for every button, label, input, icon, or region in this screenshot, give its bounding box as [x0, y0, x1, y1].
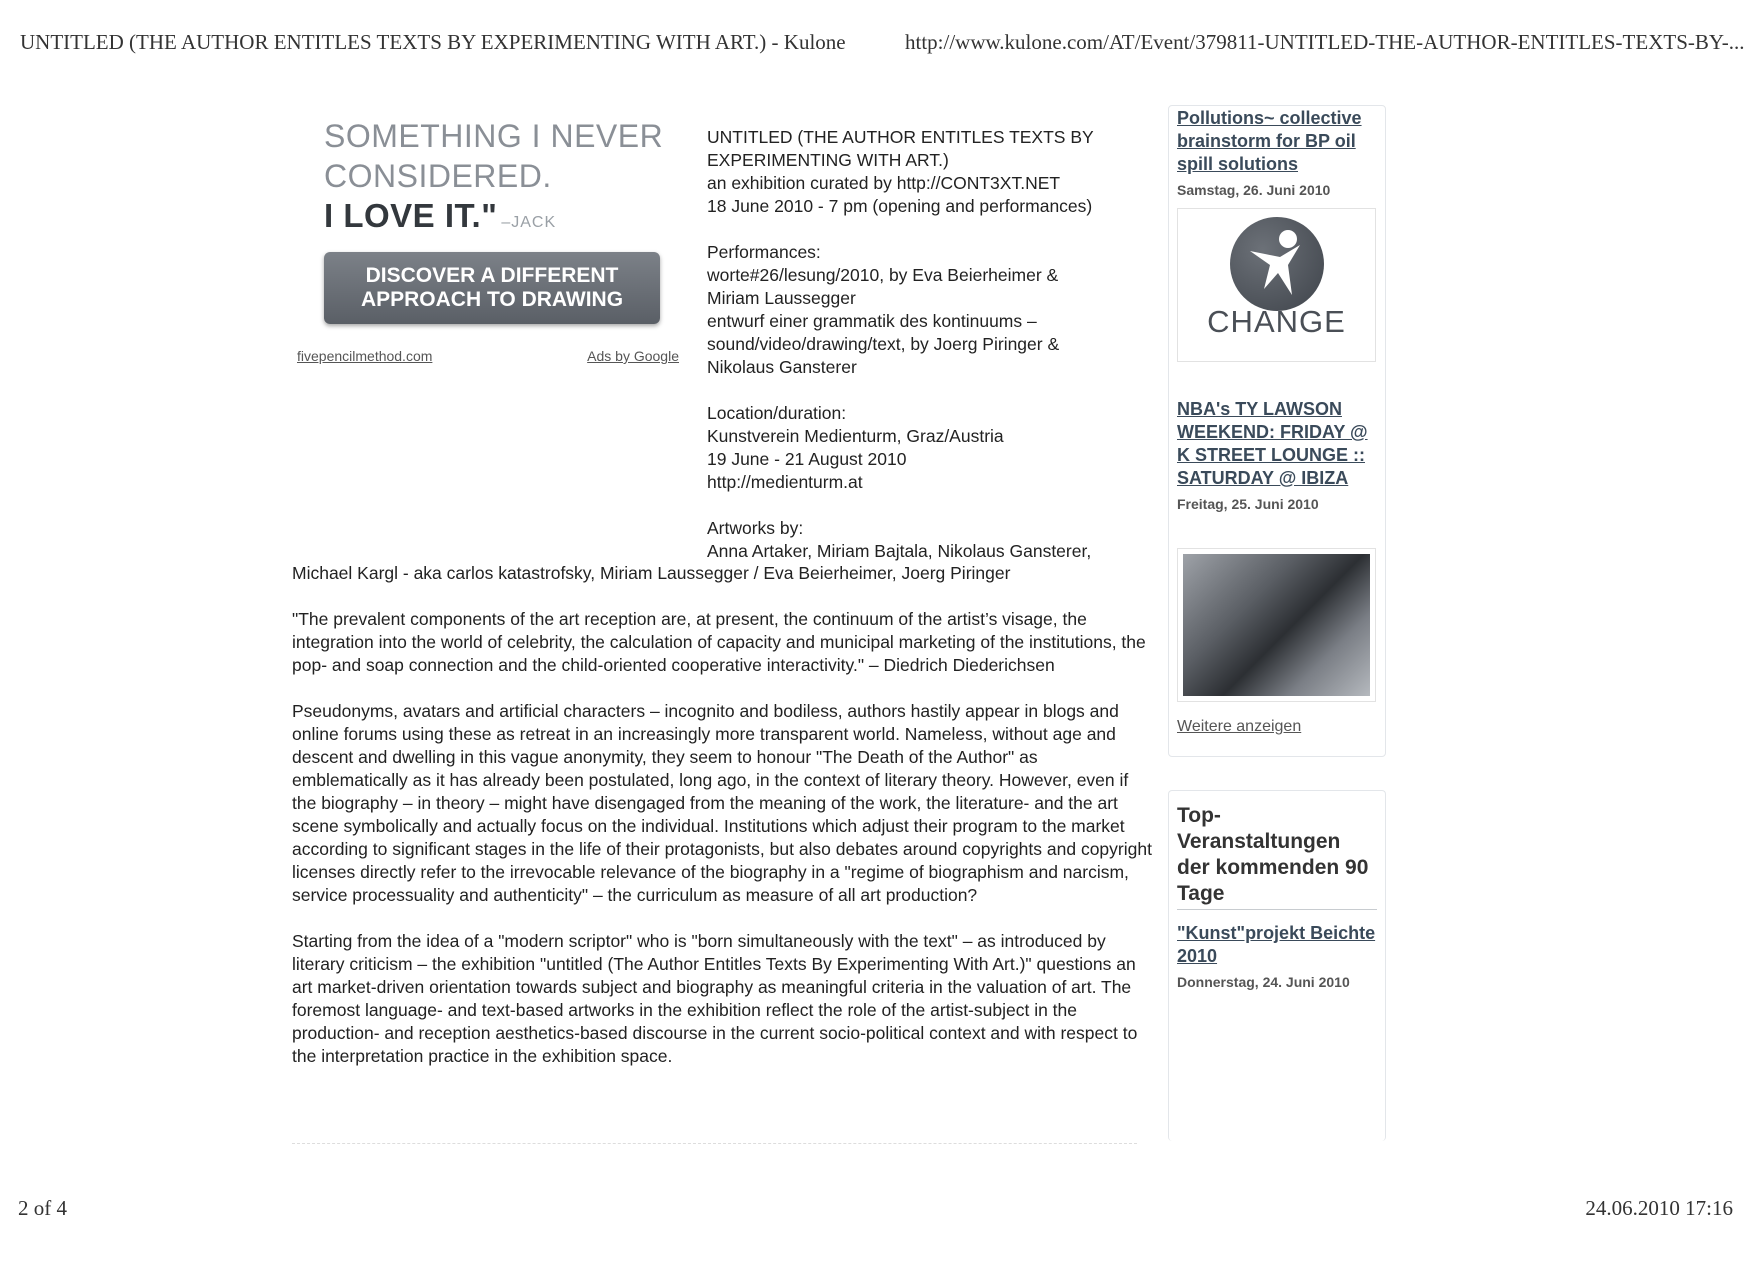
event-thumbnail-basketball[interactable]	[1177, 548, 1376, 702]
ad-quote-emphasis: I LOVE IT."	[324, 197, 498, 234]
ad-quote	[324, 116, 663, 243]
print-header	[20, 30, 1745, 60]
print-footer	[18, 1196, 1733, 1226]
change-logo-text: CHANGE	[1207, 304, 1346, 339]
performances-heading: Performances:	[707, 242, 821, 262]
print-page-url: http://www.kulone.com/AT/Event/379811-UNTITLED-THE-AUTHOR-ENTITLES-TEXTS-BY-...	[905, 30, 1745, 54]
event-description	[292, 608, 1152, 1091]
sidebar-event	[1177, 107, 1377, 198]
location-dates: 19 June - 21 August 2010	[707, 449, 907, 469]
divider	[292, 1143, 1137, 1144]
performance-line: Miriam Laussegger	[707, 288, 856, 308]
location-url: http://medienturm.at	[707, 472, 863, 492]
event-details	[707, 126, 1147, 586]
ad-cta-button[interactable]	[324, 252, 660, 324]
description-paragraph: Pseudonyms, avatars and artificial characters – incognito and bodiless, authors hastily appear in blogs and online forums using these as retreat in an increasingly more transparent world. Nameless, without age and descent and dwelling in this vague anonymity, they seem to honour "The Death of the Author" as emblematically as it has already been postulated, long ago, in the context of literary theory. However, even if the biography – in theory – might have disengaged from the meaning of the work, the literature- and the art scene symbolically and actually focus on the individual. Institutions which adjust their program to the market according to significant stages in the life of their protagonists, but also debates around copyrights and copyright licenses directly refer to the irrevocable relevance of the biography in a "regime of biographism and narcism, service processuality and authenticity" – the curriculum as measure of all art production?	[292, 701, 1152, 905]
artworks-heading: Artworks by:	[707, 518, 804, 538]
artworks-artists-continued: Michael Kargl - aka carlos katastrofsky, Miriam Laussegger / Eva Beierheimer, Joerg Piringer	[292, 563, 1011, 583]
ad-quote-line: CONSIDERED.	[324, 158, 552, 194]
sidebar-event-title-link[interactable]: Pollutions~ collective brainstorm for BP oil spill solutions	[1177, 108, 1362, 174]
sidebar-event	[1177, 922, 1377, 990]
print-datetime: 24.06.2010 17:16	[1585, 1196, 1733, 1220]
performance-line: worte#26/lesung/2010, by Eva Beierheimer &	[707, 265, 1059, 285]
sidebar-event-date: Samstag, 26. Juni 2010	[1177, 182, 1331, 198]
location-venue: Kunstverein Medienturm, Graz/Austria	[707, 426, 1004, 446]
performance-line: sound/video/drawing/text, by Joerg Piringer &	[707, 334, 1060, 354]
artworks-artists: Anna Artaker, Miriam Bajtala, Nikolaus Gansterer,	[707, 541, 1092, 561]
performance-line: Nikolaus Gansterer	[707, 357, 857, 377]
sidebar-event-date: Donnerstag, 24. Juni 2010	[1177, 974, 1350, 990]
sidebar-event	[1177, 398, 1377, 512]
ad-quote-line: SOMETHING I NEVER	[324, 118, 664, 154]
event-title-line: UNTITLED (THE AUTHOR ENTITLES TEXTS BY	[707, 127, 1094, 147]
description-quote: "The prevalent components of the art reception are, at present, the continuum of the artist’s visage, the integration into the world of celebrity, the calculation of capacity and municipal marketing of the institutions, the pop- and soap connection and the child-oriented cooperative interactivity." – Diedrich Diederichsen	[292, 609, 1146, 675]
ad-cta-line: DISCOVER A DIFFERENT	[365, 264, 619, 287]
change-logo-icon	[1230, 217, 1324, 311]
location-heading: Location/duration:	[707, 403, 847, 423]
sidebar-event-date: Freitag, 25. Juni 2010	[1177, 496, 1319, 512]
event-curator: an exhibition curated by http://CONT3XT.NET	[707, 173, 1061, 193]
ad-cta-line: APPROACH TO DRAWING	[360, 288, 624, 311]
performance-line: entwurf einer grammatik des kontinuums –	[707, 311, 1037, 331]
print-page-title: UNTITLED (THE AUTHOR ENTITLES TEXTS BY EXPERIMENTING WITH ART.) - Kulone	[20, 30, 846, 54]
top-events-heading: Top-Veranstaltungen der kommenden 90 Tage	[1177, 803, 1377, 910]
google-ad	[292, 110, 687, 370]
event-title-line: EXPERIMENTING WITH ART.)	[707, 150, 949, 170]
ads-by-google-link[interactable]: Ads by Google	[587, 348, 679, 364]
show-more-link[interactable]: Weitere anzeigen	[1177, 718, 1302, 735]
event-thumbnail-change[interactable]	[1177, 208, 1376, 362]
description-paragraph: Starting from the idea of a "modern scriptor" who is "born simultaneously with the text" – as introduced by literary criticism – the exhibition "untitled (The Author Entitles Texts By Experimenting With Art.)" questions an art market-driven orientation towards subject and biography as meaningful criteria in the valuation of art. The foremost language- and text-based artworks in the exhibition reflect the role of the artist-subject in the production- and reception aesthetics-based discourse in the current socio-political context and with respect to the interpretation practice in the exhibition space.	[292, 931, 1138, 1066]
basketball-photo	[1183, 554, 1370, 696]
ad-quote-signature: –JACK	[501, 214, 557, 231]
print-page-number: 2 of 4	[18, 1196, 67, 1220]
ad-site-link[interactable]: fivepencilmethod.com	[297, 348, 433, 364]
sidebar-event-title-link[interactable]: NBA's TY LAWSON WEEKEND: FRIDAY @ K STREET LOUNGE :: SATURDAY @ IBIZA	[1177, 399, 1368, 488]
sidebar-event-title-link[interactable]: "Kunst"projekt Beichte 2010	[1177, 923, 1376, 966]
event-opening: 18 June 2010 - 7 pm (opening and performances)	[707, 196, 1093, 216]
